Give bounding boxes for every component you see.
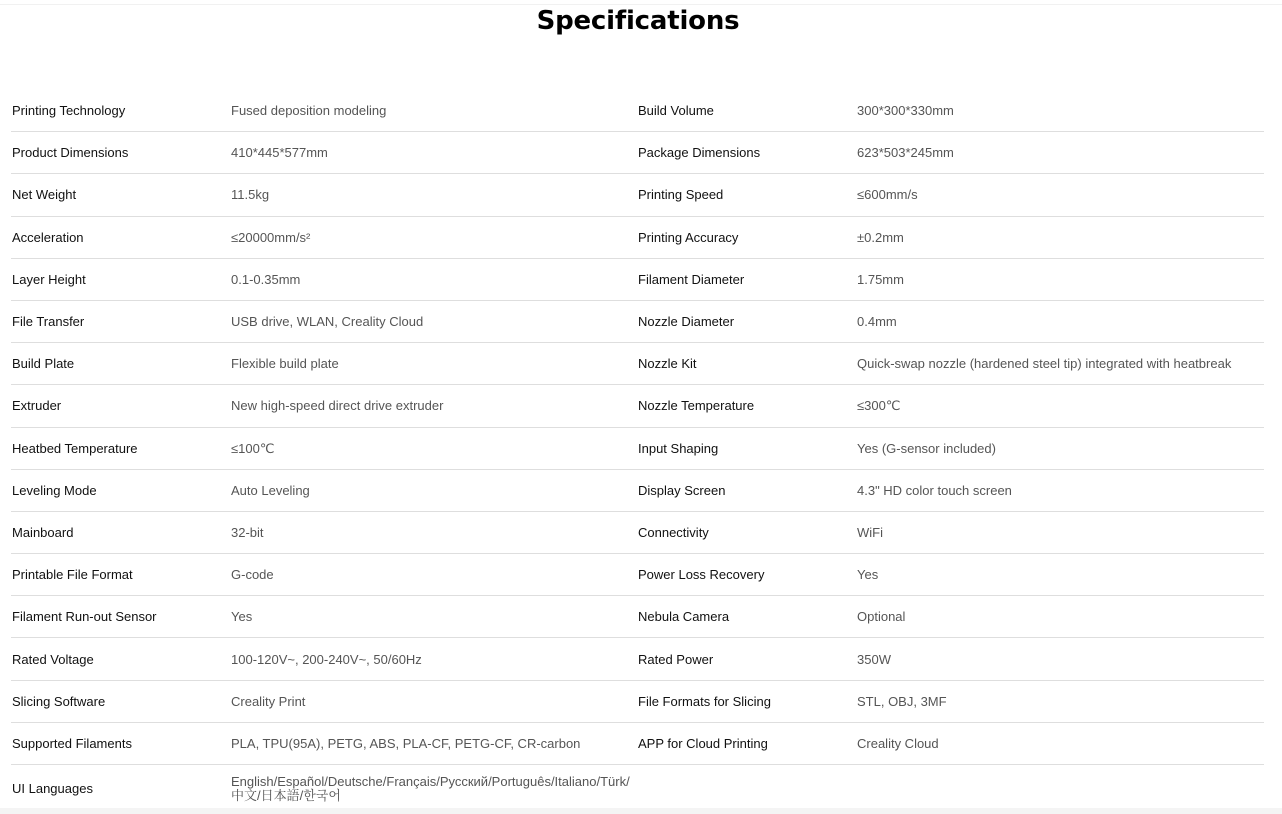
spec-label: Leveling Mode [12, 482, 97, 498]
spec-row [0, 259, 1282, 301]
bottom-band [0, 808, 1282, 814]
spec-label: Build Volume [638, 103, 714, 119]
spec-label: Connectivity [638, 524, 709, 540]
spec-row [0, 174, 1282, 216]
spec-row [0, 301, 1282, 343]
spec-value: Optional [857, 609, 906, 625]
spec-label: Printing Speed [638, 187, 724, 203]
spec-label: Nozzle Diameter [638, 314, 735, 330]
spec-row [0, 681, 1282, 723]
spec-value: ≤300℃ [857, 398, 901, 414]
spec-label: Acceleration [12, 229, 84, 245]
spec-label: Layer Height [12, 271, 86, 287]
spec-value: 350W [857, 651, 891, 667]
spec-value: 11.5kg [231, 187, 270, 203]
spec-label: UI Languages [12, 781, 93, 796]
spec-row [0, 638, 1282, 680]
spec-label: Printing Technology [12, 103, 126, 119]
spec-row [0, 596, 1282, 638]
spec-value: ≤600mm/s [857, 187, 918, 203]
spec-value: G-code [231, 567, 274, 583]
spec-label: Supported Filaments [12, 735, 132, 751]
specifications-table [0, 90, 1282, 813]
spec-value: New high-speed direct drive extruder [231, 398, 444, 414]
spec-value: PLA, TPU(95A), PETG, ABS, PLA-CF, PETG-CF, CR-carbon [231, 735, 581, 751]
spec-row [0, 343, 1282, 385]
spec-label: Power Loss Recovery [638, 567, 765, 583]
spec-value: English/Español/Deutsche/Français/Русский/Português/Italiano/Türk/ 中文/日本語/한국어 [231, 774, 630, 803]
spec-value: 0.4mm [857, 314, 897, 330]
spec-row [0, 385, 1282, 427]
spec-label: Filament Diameter [638, 271, 745, 287]
spec-value: 0.1-0.35mm [231, 271, 301, 287]
spec-label: APP for Cloud Printing [638, 735, 768, 751]
spec-value: 410*445*577mm [231, 145, 328, 161]
spec-label: Rated Power [638, 651, 714, 667]
spec-value: Quick-swap nozzle (hardened steel tip) integrated with heatbreak [857, 356, 1232, 372]
spec-label: Printable File Format [12, 567, 133, 583]
spec-value: ≤20000mm/s² [231, 229, 311, 245]
spec-value: Yes [231, 609, 253, 625]
spec-value: 300*300*330mm [857, 103, 954, 119]
spec-value: STL, OBJ, 3MF [857, 693, 947, 709]
spec-label: Heatbed Temperature [12, 440, 138, 456]
spec-label: Package Dimensions [638, 145, 761, 161]
spec-value: 623*503*245mm [857, 145, 954, 161]
spec-value: Creality Print [231, 693, 306, 709]
spec-value: Creality Cloud [857, 735, 939, 751]
page-title: Specifications [536, 6, 740, 36]
spec-label: Build Plate [12, 356, 75, 372]
spec-value: USB drive, WLAN, Creality Cloud [231, 314, 424, 330]
spec-value: Fused deposition modeling [231, 103, 387, 119]
spec-value: Flexible build plate [231, 356, 339, 372]
spec-value: Yes (G-sensor included) [857, 440, 996, 456]
spec-label: Input Shaping [638, 440, 719, 456]
spec-label: File Transfer [12, 314, 85, 330]
spec-value: Yes [857, 567, 879, 583]
spec-label: Extruder [12, 398, 62, 414]
spec-label: Product Dimensions [12, 145, 129, 161]
spec-label: Filament Run-out Sensor [12, 609, 157, 625]
spec-row [0, 428, 1282, 470]
spec-value: 100-120V~, 200-240V~, 50/60Hz [231, 651, 422, 667]
spec-label: Nozzle Kit [638, 356, 697, 372]
spec-label: Slicing Software [12, 693, 106, 709]
spec-label: Nebula Camera [638, 609, 730, 625]
spec-value: ≤100℃ [231, 440, 275, 456]
spec-value: 1.75mm [857, 271, 904, 287]
spec-value: ±0.2mm [857, 229, 904, 245]
spec-row [0, 470, 1282, 512]
spec-value: Auto Leveling [231, 482, 310, 498]
spec-row [0, 90, 1282, 132]
spec-label: Nozzle Temperature [638, 398, 755, 414]
spec-row [0, 554, 1282, 596]
spec-label: Display Screen [638, 482, 726, 498]
spec-label: Printing Accuracy [638, 229, 739, 245]
spec-row [0, 512, 1282, 554]
spec-value: 32-bit [231, 524, 264, 540]
spec-label: File Formats for Slicing [638, 693, 771, 709]
spec-label: Net Weight [12, 187, 77, 203]
spec-row [0, 132, 1282, 174]
spec-value: 4.3" HD color touch screen [857, 482, 1012, 498]
spec-value: WiFi [857, 524, 883, 540]
spec-row [0, 723, 1282, 765]
spec-row [0, 217, 1282, 259]
spec-label: Rated Voltage [12, 651, 94, 667]
spec-label: Mainboard [12, 524, 74, 540]
spec-row [0, 765, 1282, 813]
